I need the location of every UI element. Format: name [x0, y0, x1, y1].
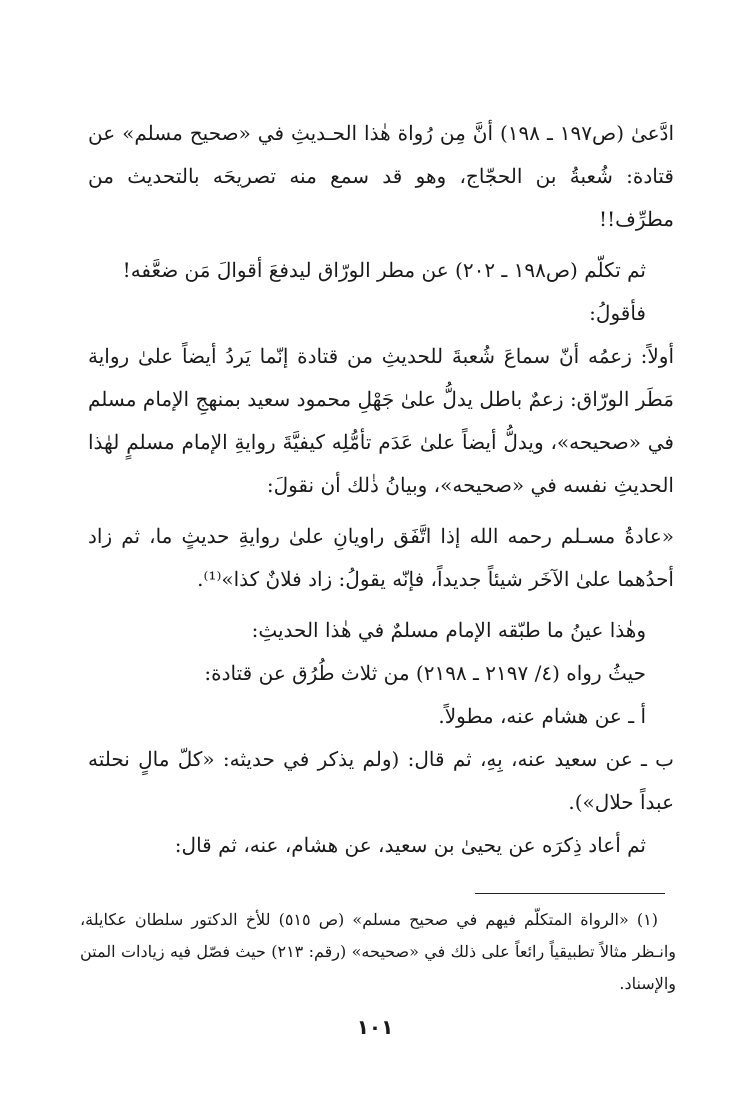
paragraph-matar: ثم تكلّم (ص١٩٨ ـ ٢٠٢) عن مطر الورّاق ليدفعَ أقوالَ مَن ضعَّفه!: [122, 258, 646, 282]
page-number: ١٠١: [356, 1015, 394, 1039]
paragraph-quote: «عادةُ مسـلم رحمه الله إذا اتَّفَق راويانِ علىٰ روايةِ حديثٍ ما، ثم زاد أحدُهما علىٰ الآخَر شيئاً جديداً، فإنّه يقولُ: زاد فلانٌ كذا»⁽¹⁾.: [88, 524, 674, 591]
list-item-ba: ب ـ عن سعيد عنه، بِهِ، ثم قال: (ولم يذكر في حديثه: «كلّ مالٍ نحلته عبداً حلال»).: [88, 747, 674, 814]
footnote-divider: [475, 893, 665, 894]
footnotes: [80, 904, 676, 1000]
paragraph-hadha-ayn: وهٰذا عينُ ما طبّقه الإمام مسلمٌ في هٰذا الحديثِ:: [251, 618, 646, 642]
paragraph-awwalan: أولاً: زعمُه أنّ سماعَ شُعبةَ للحديثِ من قتادة إنّما يَردُ أيضاً علىٰ رواية مَطَر الورّاق: زعمٌ باطل يدلُّ علىٰ جَهْلِ محمود سعيد بمنهجِ الإمام مسلم في «صحيحه»، ويدلُّ أيضاً علىٰ عَدَم تأمُّلِه كيفيَّةَ روايةِ الإمام مسلمٍ لهٰذا الحديثِ نفسه في «صحيحه»، وبيانُ ذٰلك أن نقولَ:: [88, 344, 674, 497]
main-text: [88, 112, 674, 867]
paragraph-claim: ادَّعىٰ (ص١٩٧ ـ ١٩٨) أنَّ مِن رُواة هٰذا الحـديثِ في «صحيح مسلم» عن قتادة: شُعبةُ بن الحجّاج، وهو قد سمع منه تصريحَه بالتحديث من مطرِّف!!: [88, 121, 675, 231]
paragraph-fa-aqulu: فأقولُ:: [589, 301, 646, 325]
footnote-1: (١) «الرواة المتكلّم فيهم في صحيح مسلم» (ص ٥١٥) للأخ الدكتور سلطان عكايلة، وانـظر مثالاً تطبيقياً رائعاً على ذلك في «صحيحه» (رقم: ٢١٣) حيث فصّل فيه زيادات المتن والإسناد.: [80, 910, 676, 993]
paragraph-haythu: حيثُ رواه (٤/ ٢١٩٧ ـ ٢١٩٨) من ثلاث طُرُق عن قتادة:: [204, 661, 646, 685]
paragraph-thumma-aada: ثم أعاد ذِكرَه عن يحيىٰ بن سعيد، عن هشام، عنه، ثم قال:: [174, 833, 646, 857]
list-item-alif: أ ـ عن هشام عنه، مطولاً.: [438, 704, 646, 728]
